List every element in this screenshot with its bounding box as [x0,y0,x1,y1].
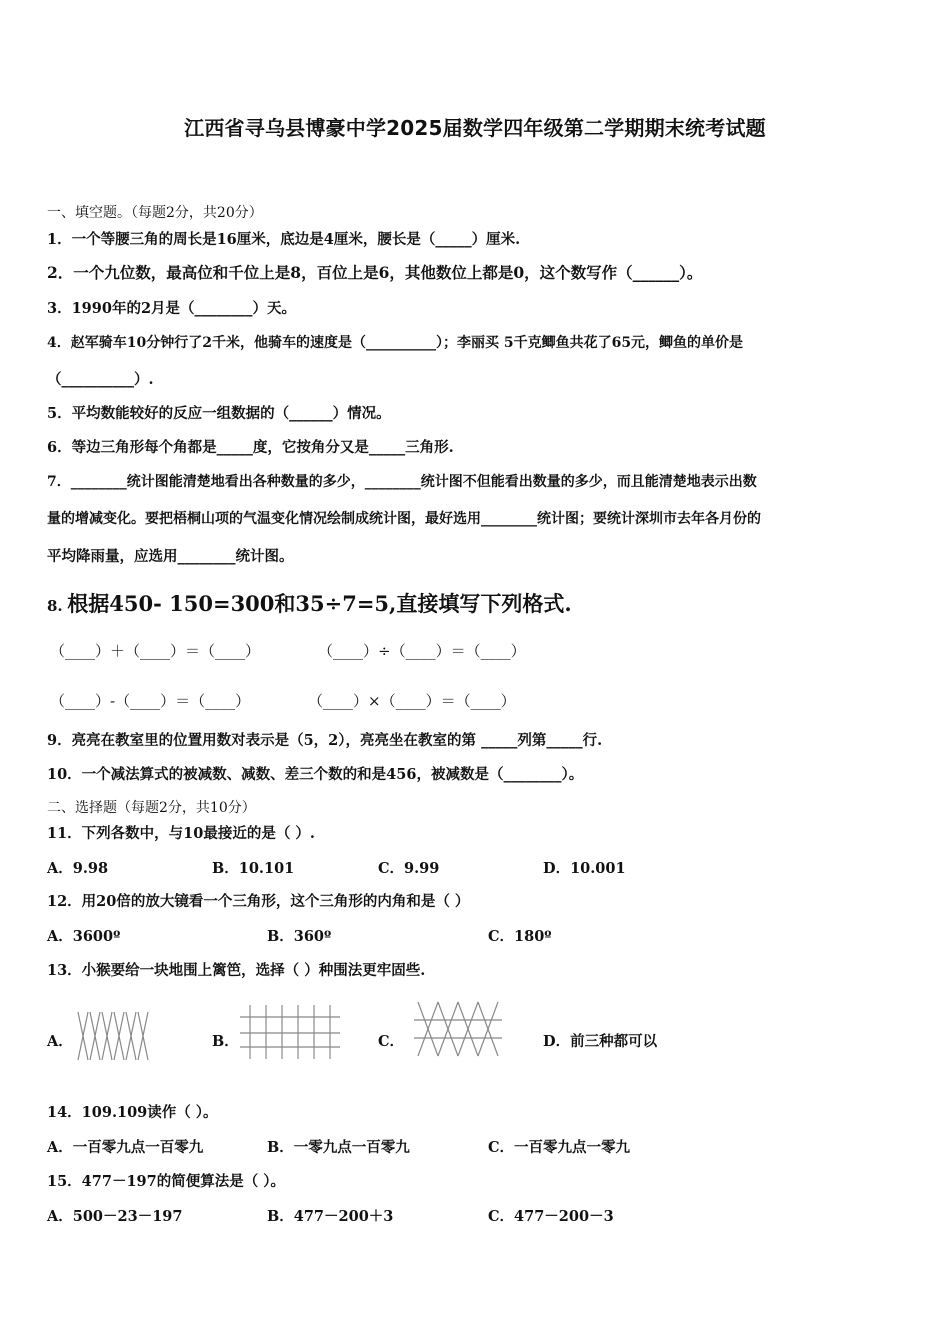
q13-option-a: A． [47,1033,73,1050]
question-8-text: 根据450- 150=300和35÷7=5,直接填写下列格式. [67,591,572,616]
question-2: 2．一个九位数，最高位和千位上是8，百位上是6，其他数位上都是0，这个数写作（______）。 [47,263,703,282]
question-7-line-3: 平均降雨量，应选用________统计图。 [47,548,294,565]
question-7-line-2: 量的增减变化。要把梧桐山项的气温变化情况绘制成统计图，最好选用________统计图；要统计深圳市去年各月份的 [47,511,761,527]
q15-option-a: A．500－23－197 [47,1208,183,1225]
fence-grid-figure [240,1003,340,1061]
q15-option-b: B．477－200＋3 [267,1208,394,1225]
question-9: 9．亮亮在教室里的位置用数对表示是（5，2），亮亮坐在教室的第 _____列第_____行. [47,732,603,749]
question-13: 13．小猴要给一块地围上篱笆，选择（ ）种围法更牢固些. [47,962,426,979]
question-14: 14．109.109读作（ ）。 [47,1104,218,1121]
question-4-line-1: 4．赵军骑车10分钟行了2千米，他骑车的速度是（__________）；李丽买 5千克鲫鱼共花了65元，鲫鱼的单价是 [47,335,744,351]
section-heading-choice: 二、选择题（每题2分，共10分） [47,800,256,816]
q14-option-a: A．一百零九点一百零九 [47,1139,204,1156]
q11-option-a: A．9.98 [47,860,109,877]
question-5: 5．平均数能较好的反应一组数据的（______）情况。 [47,405,391,422]
q14-option-c: C．一百零九点一零九 [488,1139,631,1156]
question-3: 3．1990年的2月是（________）天。 [47,300,297,317]
q8-format-multiply: （____）×（____）＝（____） [308,692,516,710]
fence-diagonal-figure [76,1010,150,1062]
q11-option-b: B．10.101 [212,860,295,877]
question-12: 12．用20倍的放大镜看一个三角形，这个三角形的内角和是（ ） [47,893,470,910]
q13-option-d: D．前三种都可以 [543,1033,658,1050]
question-8 [47,588,907,618]
q12-option-b: B．360º [267,928,332,945]
q12-option-c: C．180º [488,928,552,945]
question-7-line-1: 7．________统计图能清楚地看出各种数量的多少，________统计图不但能看出数量的多少，而且能清楚地表示出数 [47,474,757,490]
q13-option-b: B． [212,1033,239,1050]
fence-mixed-figure [414,1000,502,1058]
q8-format-add: （____）＋（____）＝（____） [50,642,261,660]
question-1: 1．一个等腰三角的周长是16厘米，底边是4厘米，腰长是（_____）厘米. [47,231,521,248]
question-4-line-2: （__________）. [47,371,154,388]
q15-option-c: C．477－200－3 [488,1208,614,1225]
question-11: 11．下列各数中，与10最接近的是（ ）. [47,825,315,842]
q11-option-c: C．9.99 [378,860,440,877]
question-6: 6．等边三角形每个角都是_____度，它按角分又是_____三角形. [47,439,454,456]
q8-format-divide: （____）÷（____）＝（____） [318,642,526,660]
q14-option-b: B．一零九点一百零九 [267,1139,410,1156]
q13-option-c: C． [378,1033,405,1050]
question-8-number: 8. [47,597,63,615]
q12-option-a: A．3600º [47,928,121,945]
section-heading-fill-blank: 一、填空题。（每题2分，共20分） [47,205,263,221]
page-title: 江西省寻乌县博豪中学2025届数学四年级第二学期期末统考试题 [184,116,766,140]
q8-format-subtract: （____）-（____）＝（____） [50,692,251,710]
q11-option-d: D．10.001 [543,860,626,877]
question-15: 15．477－197的简便算法是（ ）。 [47,1173,286,1190]
question-10: 10．一个减法算式的被减数、减数、差三个数的和是456，被减数是（________）。 [47,766,584,783]
